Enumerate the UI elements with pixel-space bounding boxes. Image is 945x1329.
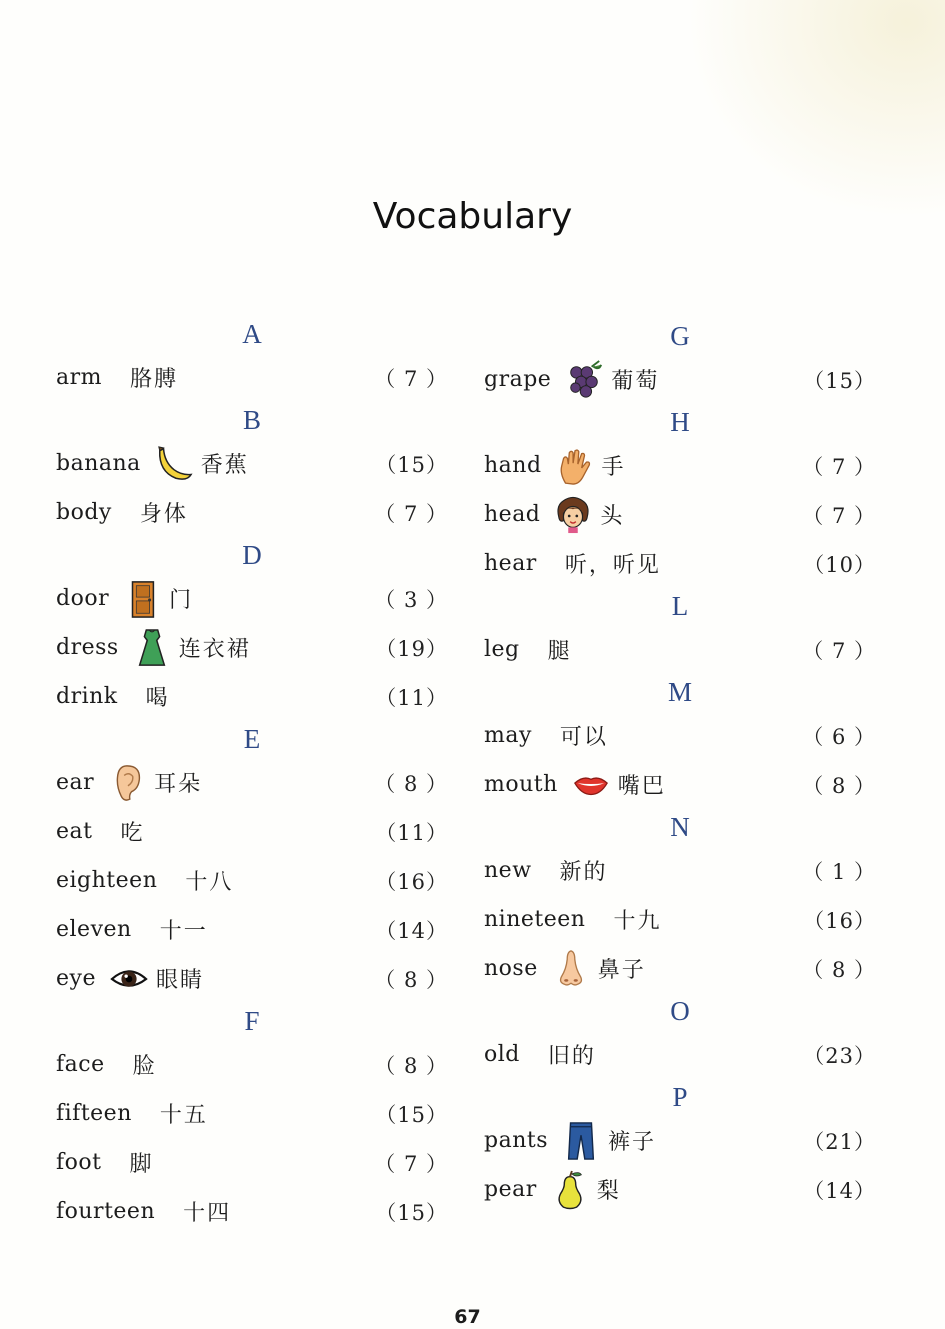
chinese-meaning: 胳膊 bbox=[130, 367, 179, 392]
vocab-entry bbox=[484, 846, 876, 895]
chinese-meaning: 连衣裙 bbox=[178, 637, 251, 662]
chinese-meaning: 脸 bbox=[132, 1054, 157, 1079]
chinese-meaning: 听，听见 bbox=[564, 553, 661, 578]
chinese-meaning: 可以 bbox=[559, 725, 608, 750]
lesson-page-ref: （ 8 ） bbox=[802, 957, 876, 982]
vocab-entry bbox=[484, 944, 876, 993]
chinese-meaning: 十八 bbox=[185, 870, 234, 895]
english-word: fifteen bbox=[56, 1101, 132, 1126]
vocab-entry bbox=[484, 895, 876, 944]
mouth-icon bbox=[572, 763, 612, 807]
english-word: old bbox=[484, 1042, 520, 1067]
section-letter: L bbox=[671, 591, 689, 621]
lesson-page-ref: （11） bbox=[375, 685, 448, 710]
lesson-page-ref: （ 7 ） bbox=[802, 638, 876, 663]
vocab-entry bbox=[56, 574, 448, 623]
chinese-meaning: 香蕉 bbox=[200, 453, 249, 478]
vocab-entry bbox=[56, 672, 448, 721]
chinese-meaning: 喝 bbox=[145, 686, 170, 711]
chinese-meaning: 十四 bbox=[183, 1201, 232, 1226]
chinese-meaning: 门 bbox=[169, 588, 194, 613]
lesson-page-ref: （16） bbox=[375, 869, 448, 894]
lesson-page-ref: （ 6 ） bbox=[802, 724, 876, 749]
vocab-entry bbox=[484, 711, 876, 760]
vocab-entry bbox=[484, 1030, 876, 1079]
vocab-entry bbox=[56, 758, 448, 807]
pear-icon bbox=[551, 1168, 591, 1212]
lesson-page-ref: （15） bbox=[375, 1102, 448, 1127]
vocab-entry bbox=[484, 539, 876, 588]
page-title: Vocabulary bbox=[372, 196, 573, 237]
english-word: body bbox=[56, 500, 112, 525]
lesson-page-ref: （ 7 ） bbox=[374, 1151, 448, 1176]
lesson-page-ref: （ 8 ） bbox=[802, 773, 876, 798]
lesson-page-ref: （23） bbox=[803, 1043, 876, 1068]
chinese-meaning: 十九 bbox=[613, 909, 662, 934]
chinese-meaning: 裤子 bbox=[608, 1130, 657, 1155]
english-word: mouth bbox=[484, 772, 558, 797]
lesson-page-ref: （ 7 ） bbox=[374, 501, 448, 526]
page-number: 67 bbox=[454, 1306, 481, 1328]
english-word: nineteen bbox=[484, 907, 586, 932]
chinese-meaning: 嘴巴 bbox=[617, 774, 666, 799]
chinese-meaning: 腿 bbox=[547, 639, 572, 664]
vocab-entry bbox=[484, 355, 876, 404]
english-word: hear bbox=[484, 551, 537, 576]
chinese-meaning: 鼻子 bbox=[597, 958, 646, 983]
hand-icon bbox=[556, 444, 596, 488]
chinese-meaning: 脚 bbox=[129, 1152, 154, 1177]
english-word: ear bbox=[56, 770, 95, 795]
chinese-meaning: 身体 bbox=[139, 502, 188, 527]
english-word: face bbox=[56, 1052, 105, 1077]
vocab-entry bbox=[484, 760, 876, 809]
english-word: door bbox=[56, 586, 110, 611]
chinese-meaning: 葡萄 bbox=[611, 369, 660, 394]
chinese-meaning: 耳朵 bbox=[154, 772, 203, 797]
vocab-entry bbox=[56, 623, 448, 672]
section-letter: D bbox=[242, 540, 262, 570]
english-word: eleven bbox=[56, 917, 132, 942]
grape-icon bbox=[565, 358, 605, 402]
chinese-meaning: 吃 bbox=[120, 821, 145, 846]
lesson-page-ref: （15） bbox=[375, 452, 448, 477]
vocab-entry bbox=[56, 905, 448, 954]
lesson-page-ref: （15） bbox=[375, 1200, 448, 1225]
lesson-page-ref: （10） bbox=[803, 552, 876, 577]
lesson-page-ref: （ 8 ） bbox=[374, 1053, 448, 1078]
english-word: new bbox=[484, 858, 532, 883]
head-icon bbox=[554, 493, 594, 537]
english-word: banana bbox=[56, 451, 141, 476]
english-word: fourteen bbox=[56, 1199, 156, 1224]
chinese-meaning: 眼睛 bbox=[155, 968, 204, 993]
lesson-page-ref: （15） bbox=[803, 368, 876, 393]
lesson-page-ref: （ 3 ） bbox=[374, 587, 448, 612]
english-word: grape bbox=[484, 367, 552, 392]
chinese-meaning: 十五 bbox=[159, 1103, 208, 1128]
section-letter: H bbox=[670, 407, 690, 437]
page-glare bbox=[685, 0, 945, 220]
section-letter: O bbox=[670, 996, 690, 1026]
chinese-meaning: 手 bbox=[601, 455, 626, 480]
lesson-page-ref: （11） bbox=[375, 820, 448, 845]
vocab-entry bbox=[56, 954, 448, 1003]
pants-icon bbox=[562, 1119, 602, 1163]
vocab-entry bbox=[56, 353, 448, 402]
chinese-meaning: 新的 bbox=[559, 860, 608, 885]
english-word: dress bbox=[56, 635, 119, 660]
english-word: nose bbox=[484, 956, 538, 981]
english-word: hand bbox=[484, 453, 542, 478]
english-word: eat bbox=[56, 819, 93, 844]
vocab-entry bbox=[56, 1040, 448, 1089]
vocab-entry bbox=[484, 1116, 876, 1165]
vocab-entry bbox=[56, 439, 448, 488]
vocab-entry bbox=[56, 488, 448, 537]
section-letter: E bbox=[243, 724, 261, 754]
eye-icon bbox=[110, 957, 150, 1001]
vocab-entry bbox=[56, 1187, 448, 1236]
section-letter: M bbox=[667, 677, 692, 707]
english-word: pear bbox=[484, 1177, 537, 1202]
door-icon bbox=[123, 577, 163, 621]
lesson-page-ref: （ 1 ） bbox=[802, 859, 876, 884]
nose-icon bbox=[552, 947, 592, 991]
lesson-page-ref: （21） bbox=[803, 1129, 876, 1154]
chinese-meaning: 头 bbox=[600, 504, 625, 529]
vocab-entry bbox=[484, 490, 876, 539]
vocab-entry bbox=[484, 625, 876, 674]
chinese-meaning: 十一 bbox=[159, 919, 208, 944]
vocab-entry bbox=[56, 807, 448, 856]
section-letter: F bbox=[244, 1006, 260, 1036]
lesson-page-ref: （ 8 ） bbox=[374, 771, 448, 796]
english-word: eighteen bbox=[56, 868, 158, 893]
lesson-page-ref: （ 7 ） bbox=[374, 366, 448, 391]
lesson-page-ref: （14） bbox=[375, 918, 448, 943]
dress-icon bbox=[133, 626, 173, 670]
ear-icon bbox=[108, 761, 148, 805]
vocab-entry bbox=[56, 1138, 448, 1187]
lesson-page-ref: （16） bbox=[803, 908, 876, 933]
english-word: drink bbox=[56, 684, 118, 709]
vocab-entry bbox=[484, 441, 876, 490]
lesson-page-ref: （ 7 ） bbox=[802, 454, 876, 479]
english-word: eye bbox=[56, 966, 96, 991]
chinese-meaning: 旧的 bbox=[547, 1044, 596, 1069]
chinese-meaning: 梨 bbox=[596, 1179, 621, 1204]
vocab-entry bbox=[56, 1089, 448, 1138]
section-letter: P bbox=[672, 1082, 688, 1112]
lesson-page-ref: （ 7 ） bbox=[802, 503, 876, 528]
vocab-entry bbox=[56, 856, 448, 905]
english-word: foot bbox=[56, 1150, 102, 1175]
vocab-entry bbox=[484, 1165, 876, 1214]
banana-icon bbox=[155, 442, 195, 486]
english-word: arm bbox=[56, 365, 102, 390]
lesson-page-ref: （19） bbox=[375, 636, 448, 661]
english-word: head bbox=[484, 502, 541, 527]
section-letter: N bbox=[670, 812, 690, 842]
section-letter: A bbox=[242, 319, 262, 349]
english-word: leg bbox=[484, 637, 520, 662]
lesson-page-ref: （ 8 ） bbox=[374, 967, 448, 992]
section-letter: B bbox=[242, 405, 261, 435]
english-word: pants bbox=[484, 1128, 548, 1153]
left-column bbox=[56, 316, 448, 1236]
right-column bbox=[484, 318, 876, 1214]
lesson-page-ref: （14） bbox=[803, 1178, 876, 1203]
section-letter: G bbox=[670, 321, 690, 351]
english-word: may bbox=[484, 723, 532, 748]
